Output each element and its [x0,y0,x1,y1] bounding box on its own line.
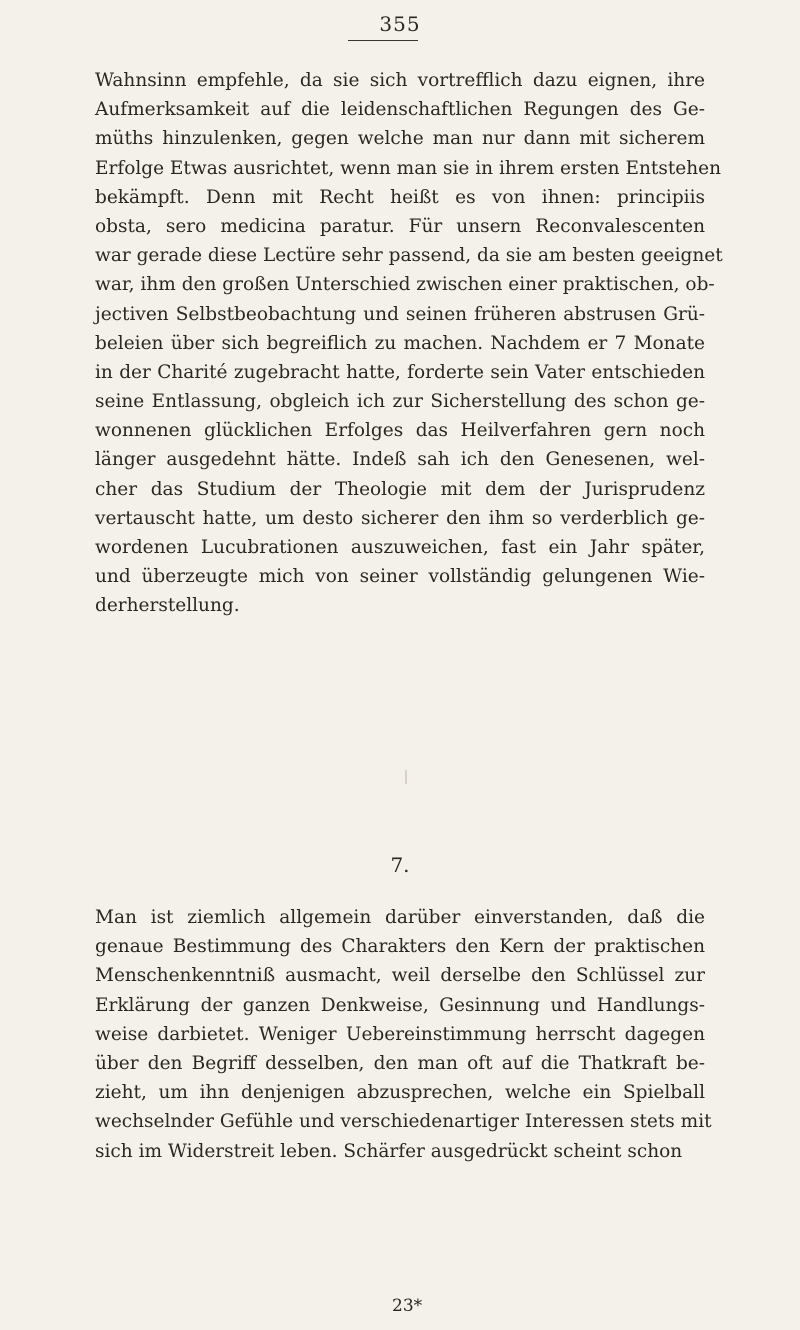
paper-speck [405,770,407,784]
text-line: Menschenkenntniß ausmacht, weil derselbe den Schlüssel zur [95,965,705,987]
text-line: über den Begriff desselben, den man oft auf die Thatkraft be- [95,1052,705,1074]
text-line: jectiven Selbstbeobachtung und seinen früheren abstrusen Grü- [95,303,705,325]
text-line: war, ihm den großen Unterschied zwischen einer praktischen, ob- [95,274,715,296]
signature-mark: 23* [392,1296,423,1316]
text-line: derherstellung. [95,595,240,617]
text-line: bekämpft. Denn mit Recht heißt es von ihnen: principiis [95,186,705,208]
section-number: 7. [390,853,410,877]
text-line: beleien über sich begreiflich zu machen. Nachdem er 7 Monate [95,332,705,354]
text-line: Aufmerksamkeit auf die leidenschaftlichen Regungen des Ge- [95,99,705,121]
text-line: wechselnder Gefühle und verschiedenartiger Interessen stets mit [95,1111,712,1133]
text-line: Erklärung der ganzen Denkweise, Gesinnung und Handlungs- [95,994,705,1016]
text-line: zieht, um ihn denjenigen abzusprechen, welche ein Spielball [95,1082,705,1104]
text-line: seine Entlassung, obgleich ich zur Sicherstellung des schon ge- [95,391,705,413]
paragraph-2 [95,903,712,1166]
text-line: Man ist ziemlich allgemein darüber einverstanden, daß die [95,907,705,928]
text-line: und überzeugte mich von seiner vollständig gelungenen Wie- [95,566,705,588]
text-line: wordenen Lucubrationen auszuweichen, fast ein Jahr später, [95,537,705,558]
paragraph-1 [95,66,723,621]
header-rule [348,40,418,41]
text-line: obsta, sero medicina paratur. Für unsern Reconvalescenten [95,215,705,237]
text-line: sich im Widerstreit leben. Schärfer ausgedrückt scheint schon [95,1140,683,1162]
text-line: weise darbietet. Weniger Uebereinstimmung herrscht dagegen [95,1023,705,1045]
text-line: cher das Studium der Theologie mit dem der Jurisprudenz [95,478,705,500]
text-line: wonnenen glücklichen Erfolges das Heilverfahren gern noch [95,420,705,442]
text-line: vertauscht hatte, um desto sicherer den ihm so verderblich ge- [95,507,705,529]
text-line: war gerade diese Lectüre sehr passend, da sie am besten geeignet [95,245,723,267]
text-line: genaue Bestimmung des Charakters den Kern der praktischen [95,936,705,958]
text-line: in der Charité zugebracht hatte, forderte sein Vater entschieden [95,361,705,383]
text-line: Wahnsinn empfehle, da sie sich vortrefflich dazu eignen, ihre [95,70,705,91]
text-line: Erfolge Etwas ausrichtet, wenn man sie in ihrem ersten Entstehen [95,157,721,179]
page-number: 355 [379,12,421,36]
text-line: länger ausgedehnt hätte. Indeß sah ich den Genesenen, wel- [95,449,705,471]
text-line: müths hinzulenken, gegen welche man nur dann mit sicherem [95,128,705,150]
